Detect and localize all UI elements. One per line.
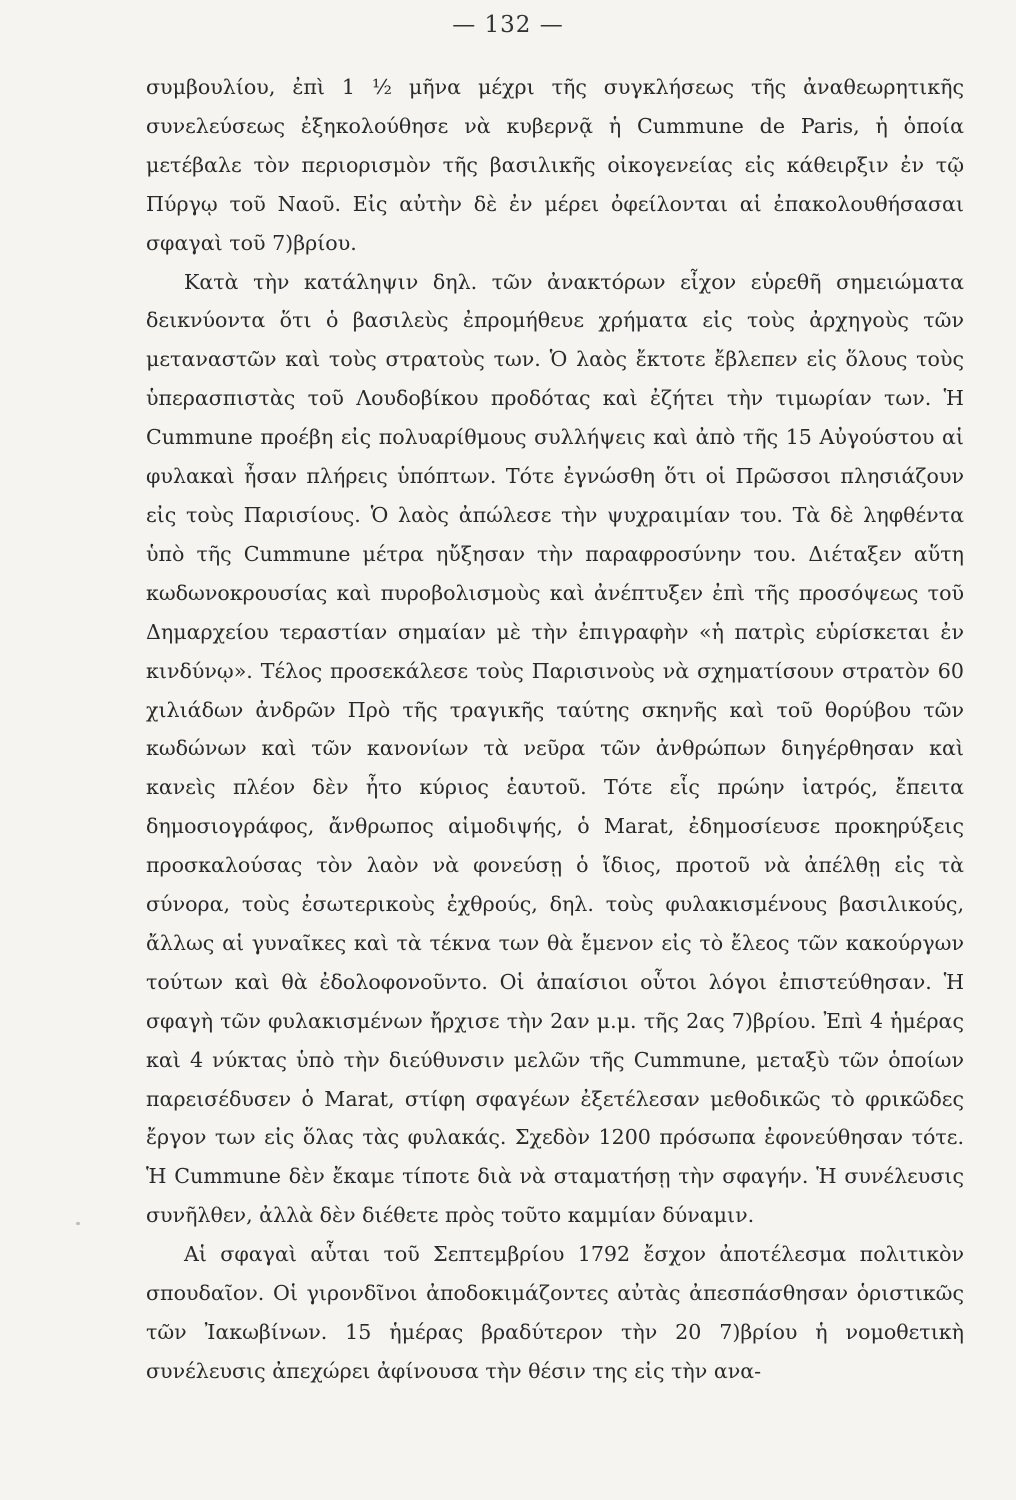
body-text bbox=[146, 68, 964, 1391]
paragraph-1: συμβουλίου, ἐπὶ 1 ½ μῆνα μέχρι τῆς συγκλήσεως τῆς ἀναθεωρητικῆς συνελεύσεως ἐξηκολούθησε νὰ κυβερνᾷ ἡ Cummune de Paris, ἡ ὁποία μετέβαλε τὸν περιορισμὸν τῆς βασιλικῆς οἰκογενείας εἰς κάθειρξιν ἐν τῷ Πύργῳ τοῦ Ναοῦ. Εἰς αὐτὴν δὲ ἐν μέρει ὀφείλονται αἱ ἐπακολουθήσασαι σφαγαὶ τοῦ 7)βρίου. bbox=[146, 75, 964, 255]
print-speck bbox=[76, 1222, 80, 1225]
paragraph-2: Κατὰ τὴν κατάληψιν δηλ. τῶν ἀνακτόρων εἶχον εὑρεθῆ σημειώματα δεικνύοντα ὅτι ὁ βασιλεὺς ἐπρομήθευε χρήματα εἰς τοὺς ἀρχηγοὺς τῶν μεταναστῶν καὶ τοὺς στρατοὺς των. Ὁ λαὸς ἔκτοτε ἔβλεπεν εἰς ὅλους τοὺς ὑπερασπιστὰς τοῦ Λουδοβίκου προδότας καὶ ἐζήτει τὴν τιμωρίαν των. Ἡ Cummune προέβη εἰς πολυαρίθμους συλλήψεις καὶ ἀπὸ τῆς 15 Αὐγούστου αἱ φυλακαὶ ἦσαν πλήρεις ὑπόπτων. Τότε ἐγνώσθη ὅτι οἱ Πρῶσσοι πλησιάζουν εἰς τοὺς Παρισίους. Ὁ λαὸς ἀπώλεσε τὴν ψυχραιμίαν του. Τὰ δὲ ληφθέντα ὑπὸ τῆς Cummune μέτρα ηὔξησαν τὴν παραφροσύνην του. Διέταξεν αὕτη κωδωνοκρουσίας καὶ πυροβολισμοὺς καὶ ἀνέπτυξεν ἐπὶ τῆς προσόψεως τοῦ Δημαρχείου τεραστίαν σημαίαν μὲ τὴν ἐπιγραφὴν «ἡ πατρὶς εὑρίσκεται ἐν κινδύνῳ». Τέλος προσεκάλεσε τοὺς Παρισινοὺς νὰ σχηματίσουν στρατὸν 60 χιλιάδων ἀνδρῶν Πρὸ τῆς τραγικῆς ταύτης σκηνῆς καὶ τοῦ θορύβου τῶν κωδώνων καὶ τῶν κανονίων τὰ νεῦρα τῶν ἀνθρώπων διηγέρθησαν καὶ κανεὶς πλέον δὲν ἦτο κύριος ἑαυτοῦ. Τότε εἷς πρώην ἰατρός, ἔπειτα δημοσιογράφος, ἄνθρωπος αἱμοδιψής, ὁ Marat, ἐδημοσίευσε προκηρύξεις προσκαλούσας τὸν λαὸν νὰ φονεύσῃ ὁ ἴδιος, προτοῦ νὰ ἀπέλθῃ εἰς τὰ σύνορα, τοὺς ἐσωτερικοὺς ἐχθρούς, δηλ. τοὺς φυλακισμένους βασιλικούς, ἄλλως αἱ γυναῖκες καὶ τὰ τέκνα των θὰ ἔμενον εἰς τὸ ἔλεος τῶν κακούργων τούτων καὶ θὰ ἐδολοφονοῦντο. Οἱ ἀπαίσιοι οὗτοι λόγοι ἐπιστεύθησαν. Ἡ σφαγὴ τῶν φυλακισμένων ἤρχισε τὴν 2αν μ.μ. τῆς 2ας 7)βρίου. Ἐπὶ 4 ἡμέρας καὶ 4 νύκτας ὑπὸ τὴν διεύθυνσιν μελῶν τῆς Cummune, μεταξὺ τῶν ὁποίων παρεισέδυσεν ὁ Marat, στίφη σφαγέων ἐξετέλεσαν μεθοδικῶς τὸ φρικῶδες ἔργον των εἰς ὅλας τὰς φυλακάς. Σχεδὸν 1200 πρόσωπα ἐφονεύθησαν τότε. Ἡ Cummune δὲν ἔκαμε τίποτε διὰ νὰ σταματήσῃ τὴν σφαγήν. Ἡ συνέλευσις συνῆλθεν, ἀλλὰ δὲν διέθετε πρὸς τοῦτο καμμίαν δύναμιν. bbox=[146, 269, 964, 1228]
paragraph-3: Αἱ σφαγαὶ αὗται τοῦ Σεπτεμβρίου 1792 ἔσχον ἀποτέλεσμα πολιτικὸν σπουδαῖον. Οἱ γιρονδῖνοι ἀποδοκιμάζοντες αὐτὰς ἀπεσπάσθησαν ὁριστικῶς τῶν Ἰακωβίνων. 15 ἡμέρας βραδύτερον τὴν 20 7)βρίου ἡ νομοθετικὴ συνέλευσις ἀπεχώρει ἀφίνουσα τὴν θέσιν της εἰς τὴν ανα- bbox=[146, 1242, 964, 1383]
page-number: — 132 — bbox=[452, 12, 564, 38]
